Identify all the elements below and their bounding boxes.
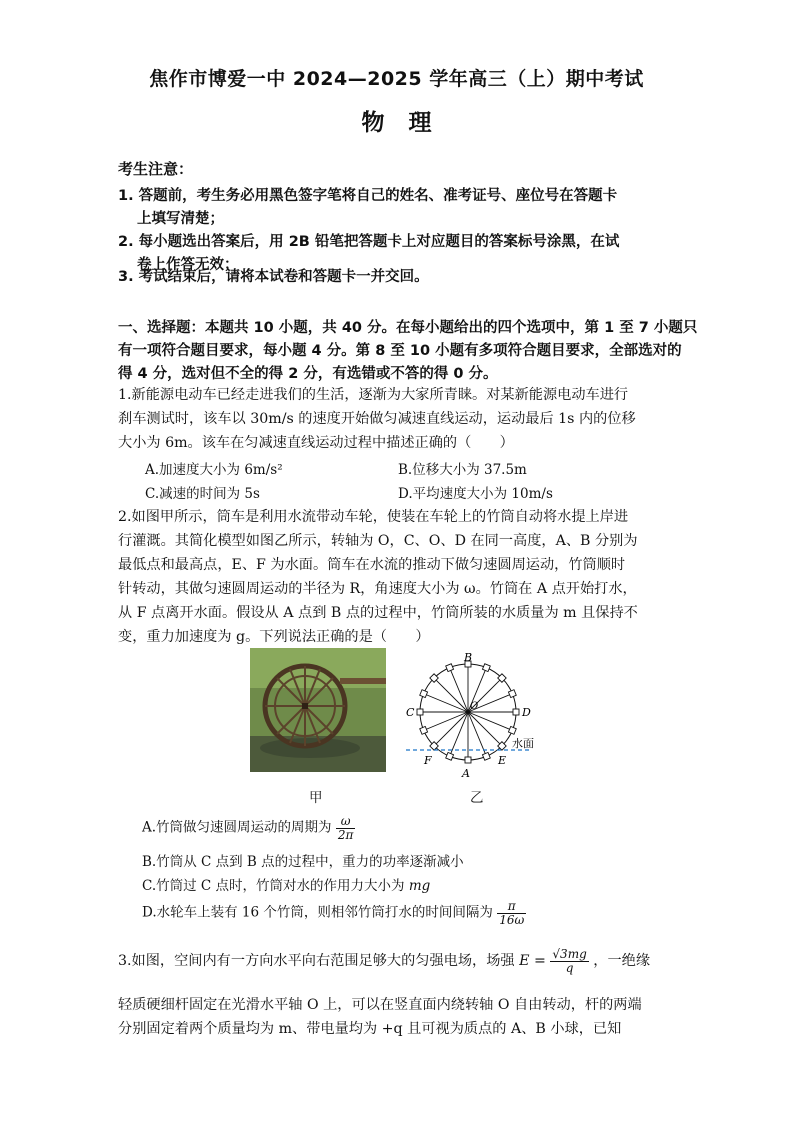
- point-e-label: E: [498, 754, 507, 767]
- notice-item: 卷上作答无效；: [137, 257, 239, 273]
- period-fraction: [336, 815, 356, 841]
- subject-title: 物理: [361, 110, 456, 136]
- section-instructions: 一、选择题：本题共 10 小题，共 40 分。在每小题给出的四个选项中，第 1 至 7 小题只: [118, 320, 698, 336]
- question-3-text: 分别固定着两个质量均为 m、带电量均为 +q 且可视为质点的 A、B 小球，已知: [118, 1021, 622, 1037]
- question-1-text: 1.新能源电动车已经走进我们的生活，逐渐为大家所青睐。对某新能源电动车进行: [118, 387, 629, 403]
- wheel-spoke: [434, 678, 468, 712]
- fraction-denominator: q: [565, 960, 574, 975]
- section-instructions: 有一项符合题目要求，每小题 4 分。第 8 至 10 小题有多项符合题目要求，全部选对的: [118, 343, 682, 359]
- section-instructions: 得 4 分，选对但不全的得 2 分，有选错或不答的得 0 分。: [118, 366, 498, 382]
- question-2-text: 从 F 点离开水面。假设从 A 点到 B 点的过程中，竹筒所装的水质量为 m 且保持不: [118, 605, 638, 621]
- question-1-option-c: C.减速的时间为 5s: [145, 486, 260, 502]
- notice-item: 1. 答题前，考生务必用黑色签字笔将自己的姓名、准考证号、座位号在答题卡: [118, 188, 618, 204]
- option-d-text: D.水轮车上装有 16 个竹筒，则相邻竹筒打水的时间间隔为: [142, 904, 493, 921]
- fraction-numerator: √3mg: [552, 947, 587, 961]
- notice-item: 上填写清楚；: [137, 211, 224, 227]
- question-1-text: 刹车测试时，该车以 30m/s 的速度开始做匀减速直线运动，运动最后 1s 内的位移: [118, 411, 636, 427]
- question-1-text: 大小为 6m。该车在匀减速直线运动过程中描述正确的（ ）: [118, 435, 514, 451]
- point-d-label: D: [522, 706, 531, 719]
- bamboo-bucket: [446, 752, 454, 760]
- question-3-text: [118, 948, 650, 974]
- question-2-option-b: B.竹筒从 C 点到 B 点的过程中，重力的功率逐渐减小: [142, 854, 464, 870]
- point-o-label: O: [470, 701, 479, 712]
- water-wheel-diagram: [400, 646, 550, 782]
- fraction-denominator: 2π: [337, 827, 354, 842]
- bamboo-bucket: [420, 726, 428, 734]
- wheel-spoke: [468, 712, 502, 746]
- point-f-label: F: [424, 754, 432, 767]
- question-2-text: 变，重力加速度为 g。下列说法正确的是（ ）: [118, 629, 430, 645]
- option-c-value: mg: [408, 878, 431, 894]
- figure-caption-yi: 乙: [470, 790, 484, 806]
- fraction-numerator: ω: [336, 815, 356, 829]
- option-a-text: A.竹筒做匀速圆周运动的周期为: [142, 819, 332, 836]
- bamboo-bucket: [482, 664, 490, 672]
- water-surface-label: 水面: [512, 737, 534, 750]
- point-c-label: C: [406, 706, 415, 719]
- bamboo-bucket: [420, 690, 428, 698]
- question-2-text: 针转动，其做匀速圆周运动的半径为 R，角速度大小为 ω。竹筒在 A 点开始打水，: [118, 581, 637, 597]
- exam-title: 焦作市博爱一中 2024—2025 学年高三（上）期中考试: [149, 68, 644, 90]
- interval-fraction: [497, 900, 526, 926]
- question-3-line-1: 3.如图，空间内有一方向水平向右范围足够大的匀强电场，场强: [118, 953, 515, 970]
- question-2-option-a: [142, 815, 355, 841]
- question-2-text: 行灌溉。其简化模型如图乙所示，转轴为 O，C、O、D 在同一高度，A、B 分别为: [118, 533, 638, 549]
- figure-caption-jia: 甲: [309, 790, 323, 806]
- wheel-spoke: [434, 712, 468, 746]
- fraction-denominator: 16ω: [499, 912, 525, 927]
- notice-item: 3. 考试结束后，请将本试卷和答题卡一并交回。: [118, 269, 429, 285]
- question-1-option-b: B.位移大小为 37.5m: [398, 462, 527, 478]
- bamboo-bucket: [508, 726, 516, 734]
- bamboo-bucket: [465, 757, 471, 763]
- point-b-label: B: [464, 651, 473, 664]
- water-wheel-photo: [250, 648, 386, 772]
- bamboo-bucket: [446, 664, 454, 672]
- question-2-text: 最低点和最高点，E、F 为水面。筒车在水流的推动下做匀速圆周运动，竹筒顺时: [118, 557, 626, 573]
- point-a-label: A: [462, 767, 470, 780]
- field-symbol: E =: [519, 953, 546, 970]
- question-1-option-d: D.平均速度大小为 10m/s: [398, 486, 553, 502]
- question-2-option-d: [142, 900, 526, 926]
- notice-heading: 考生注意：: [118, 160, 194, 178]
- field-fraction: [550, 948, 588, 974]
- question-3-line-1-tail: ，一绝缘: [593, 953, 651, 970]
- bamboo-bucket: [417, 709, 423, 715]
- question-2-option-c: [142, 874, 430, 894]
- bamboo-bucket: [508, 690, 516, 698]
- fraction-numerator: π: [497, 900, 526, 914]
- question-1-option-a: A.加速度大小为 6m/s²: [145, 462, 283, 478]
- notice-item: 2. 每小题选出答案后，用 2B 铅笔把答题卡上对应题目的答案标号涂黑，在试: [118, 234, 620, 250]
- option-c-text: C.竹筒过 C 点时，竹筒对水的作用力大小为: [142, 878, 405, 894]
- question-3-text: 轻质硬细杆固定在光滑水平轴 O 上，可以在竖直面内绕转轴 O 自由转动，杆的两端: [118, 997, 642, 1013]
- bamboo-bucket: [482, 752, 490, 760]
- question-2-text: 2.如图甲所示，筒车是利用水流带动车轮，使装在车轮上的竹筒自动将水提上岸进: [118, 509, 629, 525]
- bamboo-bucket: [513, 709, 519, 715]
